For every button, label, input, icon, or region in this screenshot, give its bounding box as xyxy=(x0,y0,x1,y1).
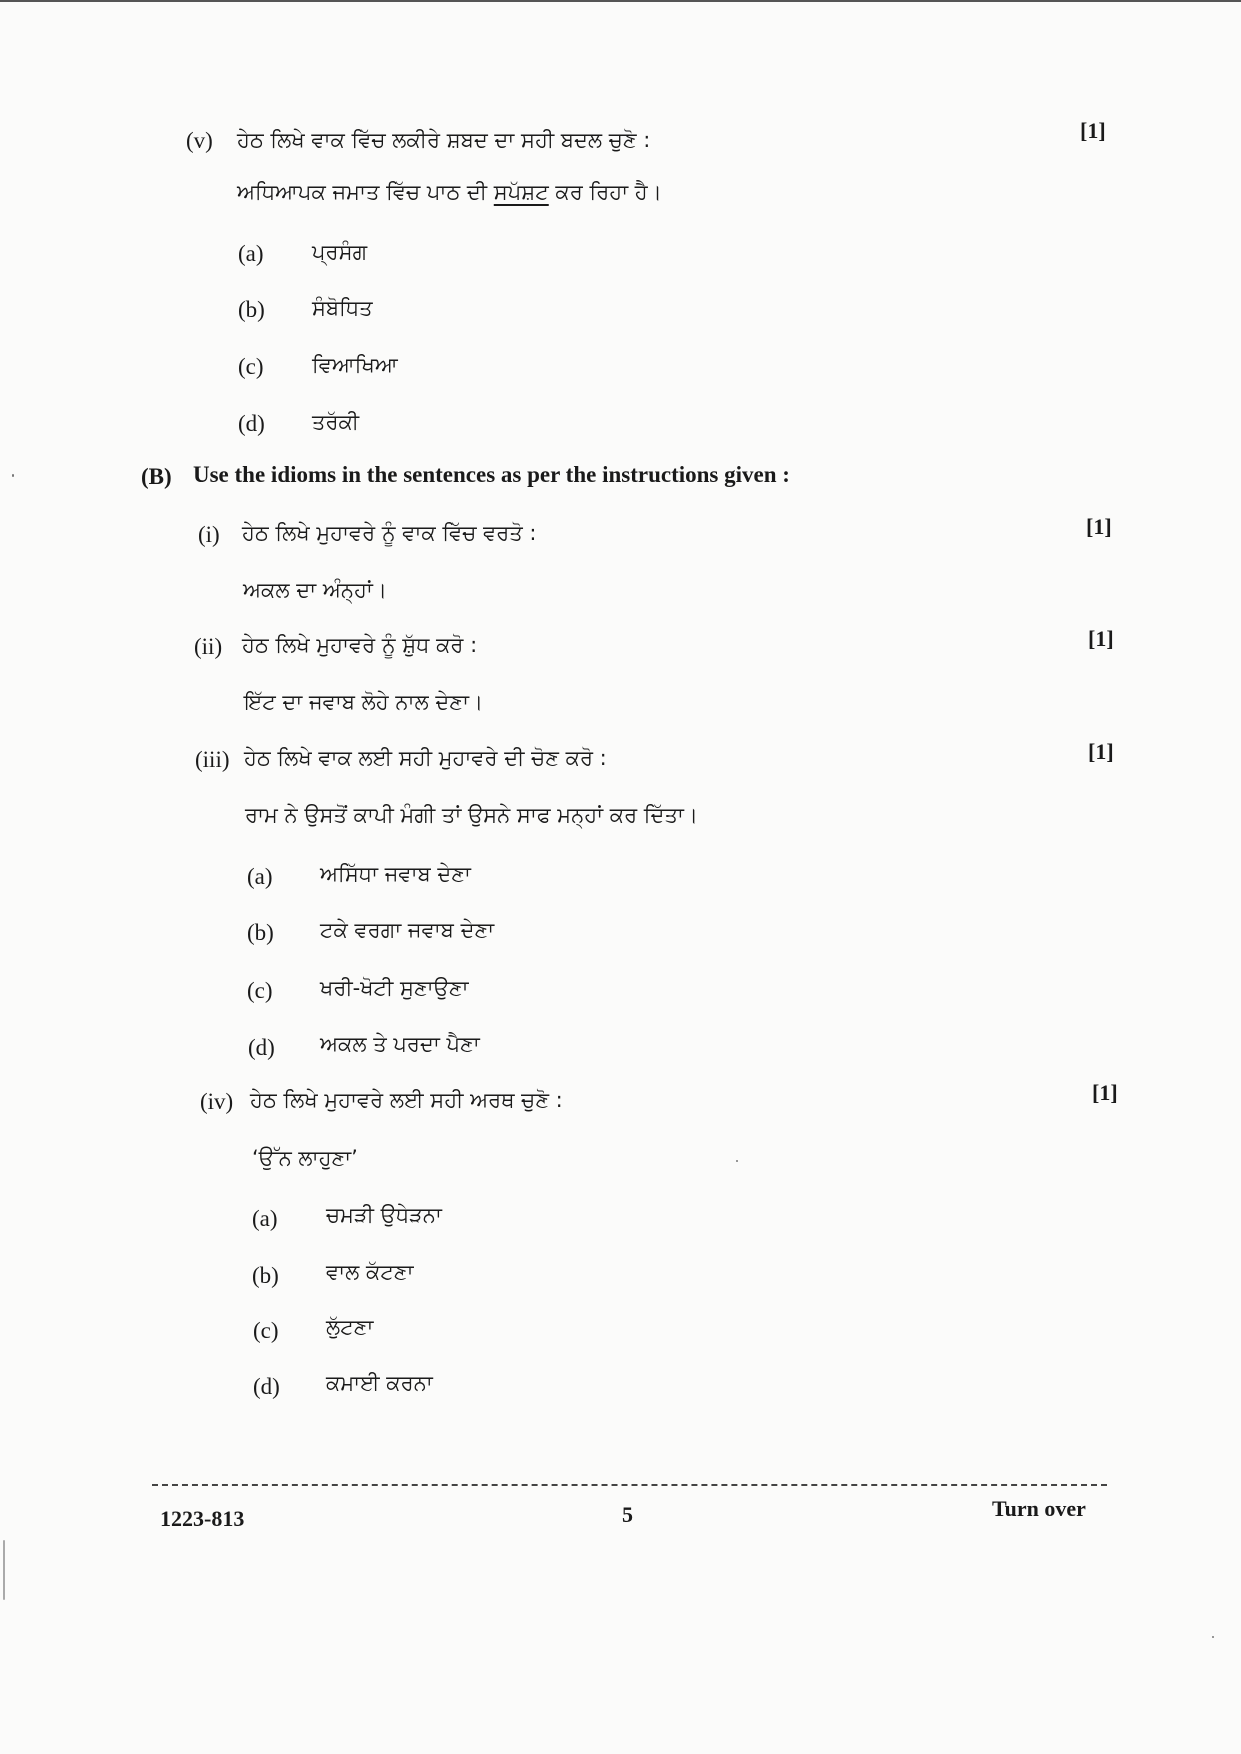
paper-code: 1223-813 xyxy=(160,1506,245,1531)
scan-speck xyxy=(736,1160,738,1162)
option-b-label: (b) xyxy=(238,297,265,322)
option-iii-d-label: (d) xyxy=(248,1035,275,1060)
question-iv-label: (iv) xyxy=(200,1089,234,1114)
option-iii-c-text: ਖਰੀ-ਖੋਟੀ ਸੁਣਾਉਣਾ xyxy=(320,976,469,1000)
underlined-word: ਸਪੱਸ਼ਟ xyxy=(493,180,549,204)
question-ii-idiom: ਇੱਟ ਦਾ ਜਵਾਬ ਲੋਹੇ ਨਾਲ ਦੇਣਾ। xyxy=(244,690,484,714)
question-i-idiom: ਅਕਲ ਦਾ ਅੰਨ੍ਹਾਂ। xyxy=(243,578,388,602)
option-iv-b-label: (b) xyxy=(252,1263,279,1288)
top-edge-line xyxy=(0,0,1241,2)
question-ii-label: (ii) xyxy=(194,634,223,659)
question-iv-text: ਹੇਠ ਲਿਖੇ ਮੁਹਾਵਰੇ ਲਈ ਸਹੀ ਅਰਥ ਚੁਣੋ : xyxy=(250,1088,563,1112)
scan-edge-mark xyxy=(3,1540,5,1600)
option-iii-b-label: (b) xyxy=(247,920,274,945)
option-iv-d-label: (d) xyxy=(253,1374,280,1399)
sentence-after: ਕਰ ਰਿਹਾ ਹੈ। xyxy=(548,180,662,204)
question-i-marks: [1] xyxy=(1086,514,1112,539)
scan-speck xyxy=(1212,1636,1214,1638)
question-iii-text: ਹੇਠ ਲਿਖੇ ਵਾਕ ਲਈ ਸਹੀ ਮੁਹਾਵਰੇ ਦੀ ਚੋਣ ਕਰੋ : xyxy=(244,746,607,770)
option-d-label: (d) xyxy=(238,411,265,436)
option-iv-a-text: ਚਮੜੀ ਉਧੇੜਨਾ xyxy=(326,1203,442,1227)
question-iv-idiom: ‘ਉੱਨ ਲਾਹੁਣਾ’ xyxy=(252,1146,358,1170)
question-iii-sentence: ਰਾਮ ਨੇ ਉਸਤੋਂ ਕਾਪੀ ਮੰਗੀ ਤਾਂ ਉਸਨੇ ਸਾਫ ਮਨ੍ਹਾਂ ਕਰ ਦਿੱਤਾ। xyxy=(245,803,699,827)
option-iii-a-label: (a) xyxy=(247,864,273,889)
question-i-text: ਹੇਠ ਲਿਖੇ ਮੁਹਾਵਰੇ ਨੂੰ ਵਾਕ ਵਿੱਚ ਵਰਤੋ : xyxy=(242,521,537,545)
question-ii-marks: [1] xyxy=(1088,626,1114,651)
option-c-text: ਵਿਆਖਿਆ xyxy=(312,353,398,377)
option-iii-a-text: ਅਸਿੱਧਾ ਜਵਾਬ ਦੇਣਾ xyxy=(320,862,471,886)
footer-dashed-rule xyxy=(152,1484,1107,1486)
section-b-label: (B) xyxy=(141,464,172,489)
option-iv-b-text: ਵਾਲ ਕੱਟਣਾ xyxy=(326,1260,414,1284)
question-iii-label: (iii) xyxy=(195,747,230,772)
question-i-label: (i) xyxy=(198,522,220,547)
option-iii-b-text: ਟਕੇ ਵਰਗਾ ਜਵਾਬ ਦੇਣਾ xyxy=(320,918,495,942)
option-b-text: ਸੰਬੋਧਿਤ xyxy=(312,296,373,320)
question-ii-text: ਹੇਠ ਲਿਖੇ ਮੁਹਾਵਰੇ ਨੂੰ ਸ਼ੁੱਧ ਕਰੋ : xyxy=(242,633,478,657)
turn-over-label: Turn over xyxy=(992,1496,1086,1521)
option-iv-a-label: (a) xyxy=(252,1206,278,1231)
scan-speck xyxy=(12,474,14,477)
option-iii-d-text: ਅਕਲ ਤੇ ਪਰਦਾ ਪੈਣਾ xyxy=(320,1032,480,1056)
section-b-heading: Use the idioms in the sentences as per the instructions given : xyxy=(193,462,790,487)
option-iv-c-text: ਲੁੱਟਣਾ xyxy=(326,1315,374,1339)
option-iv-d-text: ਕਮਾਈ ਕਰਨਾ xyxy=(326,1371,433,1395)
question-v-sentence xyxy=(237,180,662,205)
question-v-label: (v) xyxy=(186,128,213,153)
option-a-text: ਪ੍ਰਸੰਗ xyxy=(312,240,368,264)
option-iv-c-label: (c) xyxy=(253,1318,279,1343)
option-c-label: (c) xyxy=(238,354,264,379)
option-d-text: ਤਰੱਕੀ xyxy=(312,410,360,434)
sentence-before: ਅਧਿਆਪਕ ਜਮਾਤ ਵਿੱਚ ਪਾਠ ਦੀ xyxy=(237,180,494,204)
question-v-marks: [1] xyxy=(1080,118,1106,143)
option-iii-c-label: (c) xyxy=(247,978,273,1003)
page-number: 5 xyxy=(622,1502,633,1527)
question-iv-marks: [1] xyxy=(1092,1080,1118,1105)
option-a-label: (a) xyxy=(238,241,264,266)
question-iii-marks: [1] xyxy=(1088,739,1114,764)
question-v-text: ਹੇਠ ਲਿਖੇ ਵਾਕ ਵਿੱਚ ਲਕੀਰੇ ਸ਼ਬਦ ਦਾ ਸਹੀ ਬਦਲ ਚੁਣੋ : xyxy=(237,128,651,152)
